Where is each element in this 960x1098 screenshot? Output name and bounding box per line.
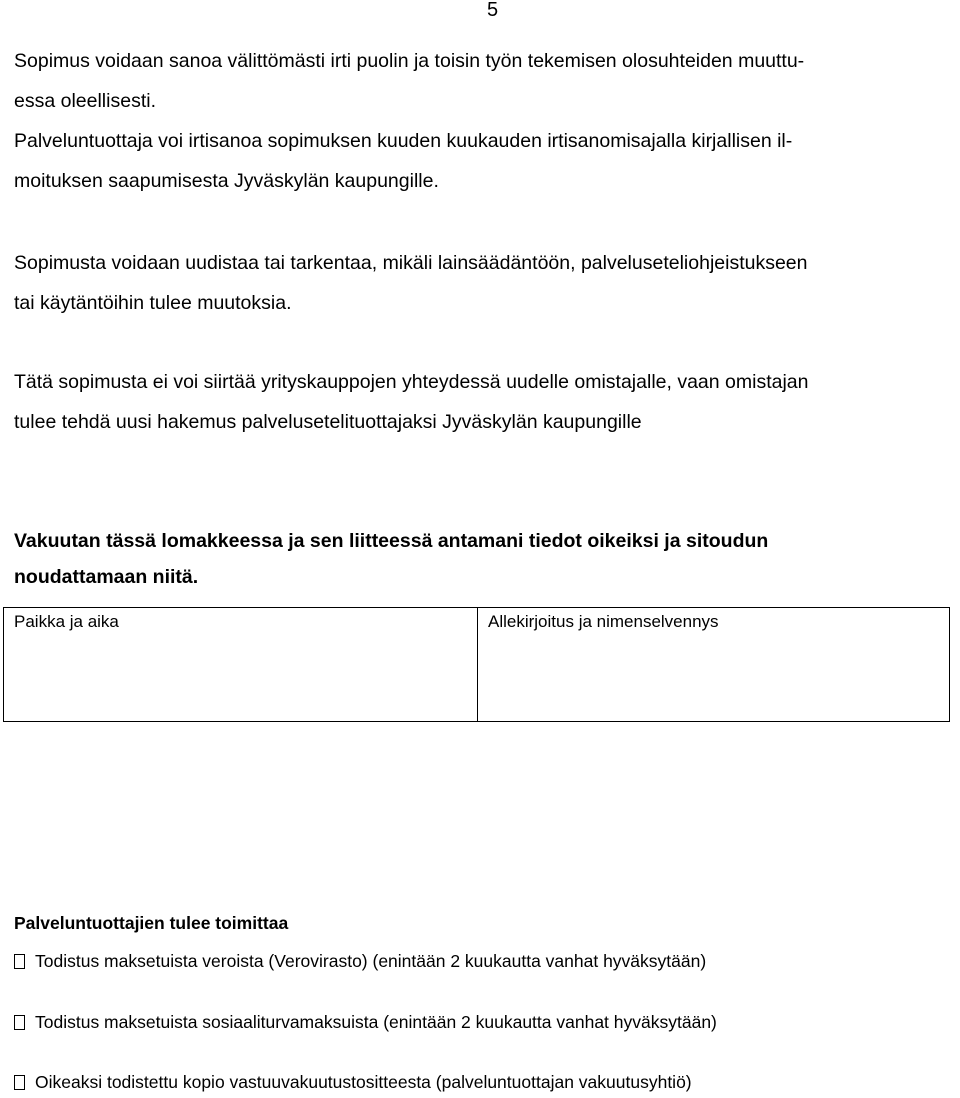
paragraph-line: Tätä sopimusta ei voi siirtää yrityskauppojen yhteydessä uudelle omistajalle, vaan omistajan <box>14 371 809 393</box>
transfer-paragraph <box>14 362 956 442</box>
declaration-paragraph <box>14 523 956 595</box>
attachment-item-label: Todistus maksetuista sosiaaliturvamaksuista (enintään 2 kuukautta vanhat hyväksytään) <box>35 1012 717 1032</box>
attachment-item-label: Todistus maksetuista veroista (Verovirasto) (enintään 2 kuukautta vanhat hyväksytään) <box>35 951 707 971</box>
attachment-item-tax-certificate <box>14 950 706 972</box>
page-number: 5 <box>487 0 499 21</box>
signature-table <box>3 607 950 722</box>
attachment-item-label: Oikeaksi todistettu kopio vastuuvakuutustositteesta (palveluntuottajan vakuutusyhtiö) <box>35 1072 692 1092</box>
signature-field[interactable] <box>478 608 949 721</box>
declaration-line: Vakuutan tässä lomakkeessa ja sen liitteessä antamani tiedot oikeiksi ja sitoudun <box>14 530 769 552</box>
paragraph-line: tai käytäntöihin tulee muutoksia. <box>14 292 292 314</box>
attachment-item-insurance-copy <box>14 1071 692 1093</box>
termination-paragraph <box>14 41 956 201</box>
paragraph-line: Palveluntuottaja voi irtisanoa sopimuksen kuuden kuukauden irtisanomisajalla kirjallisen il- <box>14 130 793 152</box>
amendment-paragraph <box>14 243 956 323</box>
paragraph-line: tulee tehdä uusi hakemus palvelusetelituottajaksi Jyväskylän kaupungille <box>14 411 642 433</box>
declaration-line: noudattamaan niitä. <box>14 566 199 588</box>
checkbox[interactable] <box>14 1075 25 1090</box>
signature-label: Allekirjoitus ja nimenselvennys <box>488 612 719 631</box>
place-and-time-field[interactable] <box>4 608 478 721</box>
paragraph-line: Sopimus voidaan sanoa välittömästi irti puolin ja toisin työn tekemisen olosuhteiden muuttu- <box>14 50 805 72</box>
checkbox[interactable] <box>14 1015 25 1030</box>
attachment-item-social-security-certificate <box>14 1011 717 1033</box>
paragraph-line: moituksen saapumisesta Jyväskylän kaupungille. <box>14 170 439 192</box>
attachments-heading: Palveluntuottajien tulee toimittaa <box>14 913 289 933</box>
paragraph-line: essa oleellisesti. <box>14 90 156 112</box>
paragraph-line: Sopimusta voidaan uudistaa tai tarkentaa, mikäli lainsäädäntöön, palveluseteliohjeistukseen <box>14 252 808 274</box>
checkbox[interactable] <box>14 954 25 969</box>
place-and-time-label: Paikka ja aika <box>14 612 119 631</box>
